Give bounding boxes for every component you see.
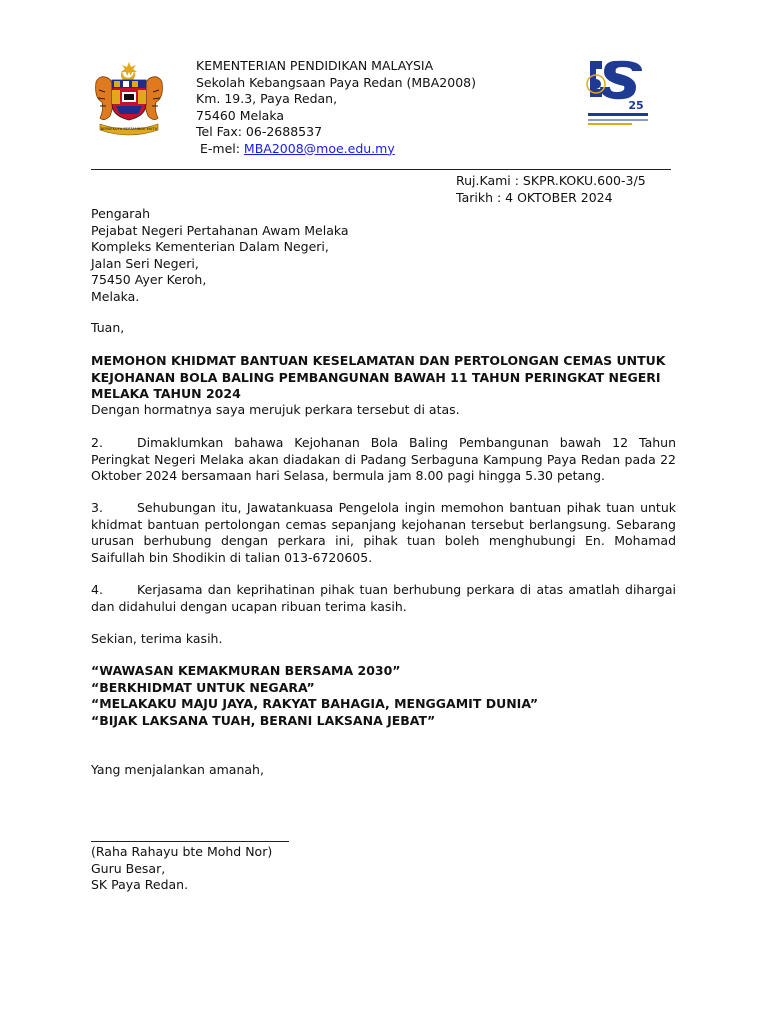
motto-line: “MELAKAKU MAJU JAYA, RAKYAT BAHAGIA, MENGGAMIT DUNIA” [91, 696, 539, 711]
opening-paragraph: Dengan hormatnya saya merujuk perkara tersebut di atas. [91, 402, 460, 417]
signer-position: Guru Besar, [91, 860, 166, 876]
recipient-line: Pejabat Negeri Pertahanan Awam Melaka [91, 222, 349, 238]
recipient-line: Pengarah [91, 206, 151, 221]
paragraph-number: 4. [91, 582, 103, 597]
signer-name: (Raha Rahayu bte Mohd Nor) [91, 844, 273, 859]
mottos-block [91, 663, 538, 729]
letterhead [196, 58, 476, 157]
signer-block [91, 844, 272, 894]
email-line [196, 141, 476, 158]
paragraph-2 [91, 435, 676, 485]
school-name: Sekolah Kebangsaan Paya Redan (MBA2008) [196, 74, 476, 90]
paragraph-3 [91, 500, 676, 566]
reference-number: Ruj.Kami : SKPR.KOKU.600-3/5 [456, 173, 646, 188]
email-label: E-mel: [199, 140, 244, 156]
crest-motto-text: BERSEKUTU BERTAMBAH MUTU [100, 127, 158, 131]
reference-block [456, 173, 646, 206]
signature-line [91, 841, 289, 842]
paragraph-text: Kerjasama dan keprihatinan pihak tuan berhubung perkara di atas amatlah dihargai dan didahului dengan ucapan ribuan terima kasih. [91, 582, 676, 614]
ministry-name: KEMENTERIAN PENDIDIKAN MALAYSIA [196, 58, 434, 73]
paragraph-text: Dimaklumkan bahawa Kejohanan Bola Baling Pembangunan bawah 12 Tahun Peringkat Negeri Melaka akan diadakan di Padang Serbaguna Kampung Paya Redan pada 22 Oktober 2024 bersamaan hari Selasa, bermula jam 8.00 pagi hingga 5.30 petang. [91, 435, 676, 483]
motto-line: “BERKHIDMAT UNTUK NEGARA” [91, 679, 315, 695]
motto-line: “WAWASAN KEMAKMURAN BERSAMA 2030” [91, 663, 401, 678]
address-line-1: Km. 19.3, Paya Redan, [196, 91, 338, 106]
email-link[interactable]: MBA2008@moe.edu.my [243, 140, 395, 156]
sign-off: Yang menjalankan amanah, [91, 762, 264, 777]
badge-number: 25 [628, 99, 644, 112]
paragraph-number: 3. [91, 500, 103, 515]
recipient-line: Jalan Seri Negeri, [91, 255, 199, 271]
recipient-address [91, 206, 349, 305]
recipient-line: 75450 Ayer Keroh, [91, 272, 207, 287]
header-divider [91, 169, 671, 170]
motto-line: “BIJAK LAKSANA TUAH, BERANI LAKSANA JEBAT” [91, 712, 436, 728]
school-badge-logo [584, 57, 652, 127]
paragraph-number: 2. [91, 435, 103, 450]
paragraph-text: Sehubungan itu, Jawatankuasa Pengelola ingin memohon bantuan pihak tuan untuk khidmat bantuan pertolongan cemas sepanjang kejohanan tersebut berlangsung. Sebarang urusan berhubung dengan perkara ini, pihak tuan boleh menghubungi En. Mohamad Saifullah bin Shodikin di talian 013-6720605. [91, 500, 676, 565]
letter-date: Tarikh : 4 OKTOBER 2024 [456, 189, 613, 205]
tel-fax: Tel Fax: 06-2688537 [196, 124, 323, 139]
salutation: Tuan, [91, 320, 125, 335]
signer-school: SK Paya Redan. [91, 877, 189, 892]
recipient-line: Melaka. [91, 288, 140, 304]
coat-of-arms-logo [90, 60, 168, 138]
address-line-2: 75460 Melaka [196, 107, 285, 123]
subject-heading: MEMOHON KHIDMAT BANTUAN KESELAMATAN DAN PERTOLONGAN CEMAS UNTUK KEJOHANAN BOLA BALING PEMBANGUNAN BAWAH 11 TAHUN PERINGKAT NEGERI MELAKA TAHUN 2024 [91, 353, 666, 401]
recipient-line: Kompleks Kementerian Dalam Negeri, [91, 239, 329, 254]
closing-line: Sekian, terima kasih. [91, 631, 223, 646]
paragraph-4 [91, 582, 676, 615]
